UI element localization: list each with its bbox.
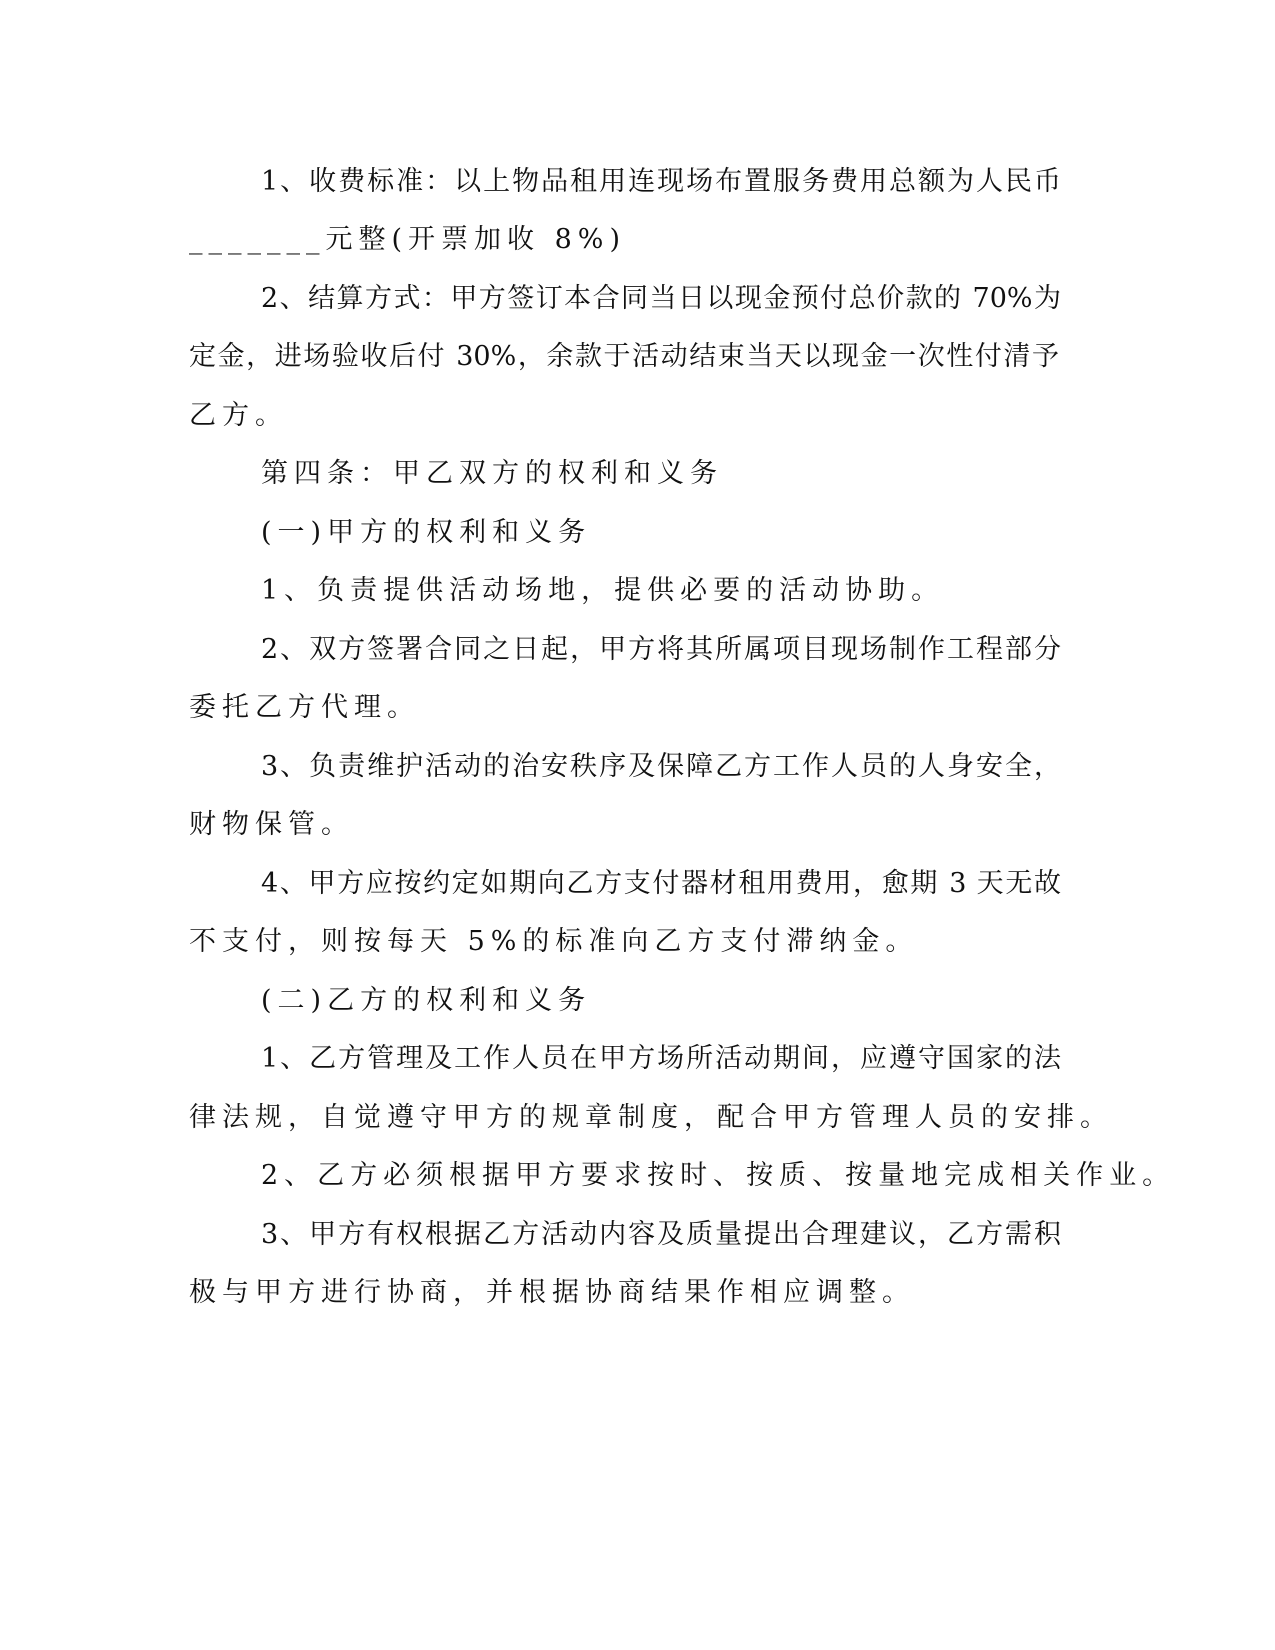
party-b-section-heading: (二)乙方的权利和义务 bbox=[261, 985, 592, 1016]
clause-settlement-line-2: 定金，进场验收后付 30%，余款于活动结束当天以现金一次性付清予 bbox=[189, 341, 1059, 372]
party-b-item-2: 2、乙方必须根据甲方要求按时、按质、按量地完成相关作业。 bbox=[261, 1160, 1176, 1191]
article-four-heading: 第四条：甲乙双方的权利和义务 bbox=[261, 458, 723, 489]
party-a-section-heading: (一)甲方的权利和义务 bbox=[261, 517, 592, 548]
clause-settlement-line-3: 乙方。 bbox=[189, 400, 288, 431]
party-a-item-4-line-2: 不支付，则按每天 5%的标准向乙方支付滞纳金。 bbox=[189, 926, 919, 957]
party-a-item-1: 1、负责提供活动场地，提供必要的活动协助。 bbox=[261, 575, 945, 606]
party-a-item-2-line-1: 2、双方签署合同之日起，甲方将其所属项目现场制作工程部分 bbox=[261, 634, 1061, 665]
party-b-item-3-line-1: 3、甲方有权根据乙方活动内容及质量提出合理建议，乙方需积 bbox=[261, 1219, 1061, 1250]
party-a-item-3-line-1: 3、负责维护活动的治安秩序及保障乙方工作人员的人身安全， bbox=[261, 751, 1061, 782]
clause-fee-standard-line-2: _______元整(开票加收 8%) bbox=[189, 224, 626, 255]
party-a-item-3-line-2: 财物保管。 bbox=[189, 809, 354, 840]
party-b-item-3-line-2: 极与甲方进行协商，并根据协商结果作相应调整。 bbox=[189, 1277, 915, 1308]
party-a-item-4-line-1: 4、甲方应按约定如期向乙方支付器材租用费用，愈期 3 天无故 bbox=[261, 868, 1061, 899]
party-b-item-1-line-1: 1、乙方管理及工作人员在甲方场所活动期间，应遵守国家的法 bbox=[261, 1043, 1061, 1074]
party-b-item-1-line-2: 律法规，自觉遵守甲方的规章制度，配合甲方管理人员的安排。 bbox=[189, 1102, 1113, 1133]
clause-fee-standard-line-1: 1、收费标准：以上物品租用连现场布置服务费用总额为人民币 bbox=[261, 166, 1061, 197]
clause-settlement-line-1: 2、结算方式：甲方签订本合同当日以现金预付总价款的 70%为 bbox=[261, 283, 1061, 314]
party-a-item-2-line-2: 委托乙方代理。 bbox=[189, 692, 420, 723]
